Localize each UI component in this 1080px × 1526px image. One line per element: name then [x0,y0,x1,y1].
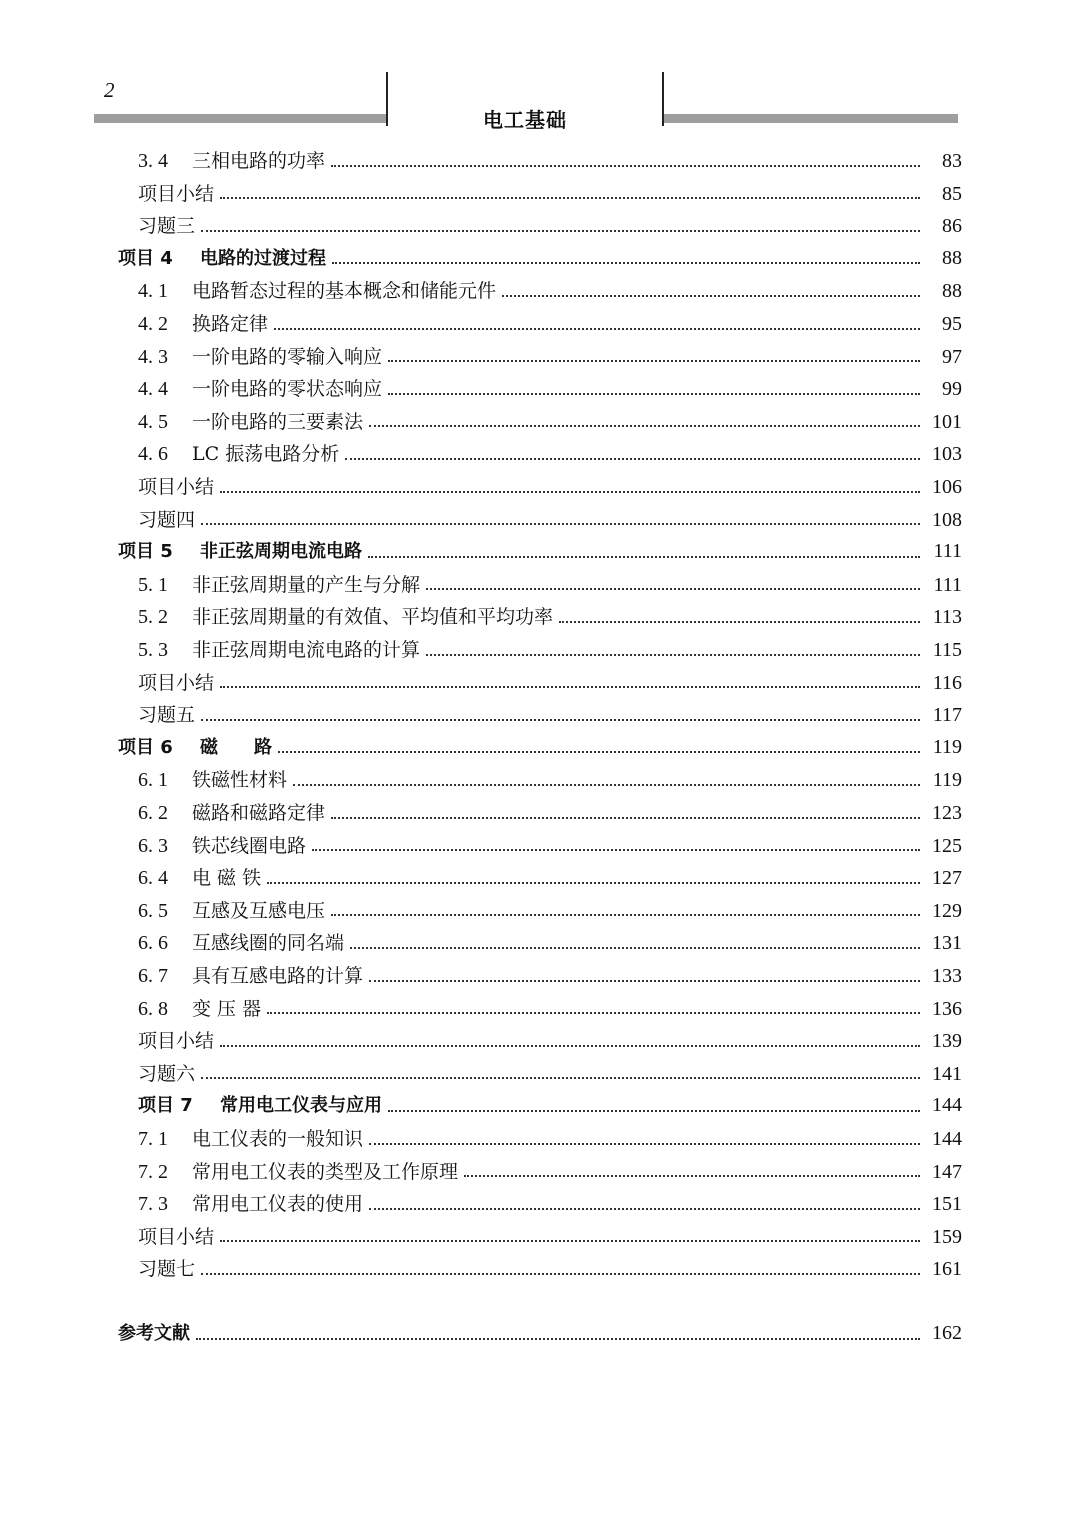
toc-entry-title: 常用电工仪表的类型及工作原理 [192,1160,459,1183]
toc-entry [138,1124,962,1154]
toc-entry-page: 106 [932,476,962,498]
toc-entry [118,1319,962,1349]
toc-entry-title: 习题六 [138,1062,196,1085]
toc-entry-page: 116 [932,671,962,694]
toc-entry [138,1189,962,1219]
toc-entry [138,1222,962,1252]
dot-leader [274,327,920,330]
toc-entry-title: 常用电工仪表的使用 [192,1193,364,1216]
toc-entry-page: 97 [942,345,962,368]
toc-entry [118,733,962,763]
toc-entry-page: 151 [932,1193,962,1216]
toc-entry-number: 项目 6 [118,736,173,758]
toc-entry-page: 136 [932,997,962,1020]
toc-entry-number: 4. 1 [138,280,168,303]
dot-leader [220,685,920,688]
toc-entry-number: 5. 1 [138,573,168,596]
toc-entry-title: 互感线圈的同名端 [192,932,345,955]
toc-entry-title: 换路定律 [192,313,269,335]
dot-leader [201,522,920,525]
header-rule-left [94,114,386,123]
toc-entry-page: 131 [932,932,962,955]
dot-leader [426,587,920,590]
toc-entry-number: 4. 6 [138,443,168,466]
toc-entry-title: 非正弦周期电流电路 [200,541,362,563]
dot-leader [502,294,920,297]
dot-leader [369,979,920,982]
toc-entry-number: 项目 7 [138,1095,193,1117]
toc-entry-page: 161 [932,1258,962,1281]
toc-entry-number: 项目 4 [118,247,173,269]
toc-entry-title: 互感及互感电压 [192,899,326,922]
dot-leader [331,913,920,916]
toc-entry [138,700,962,730]
toc-entry [118,244,962,274]
toc-entry [138,570,962,600]
toc-entry-title: 习题七 [138,1258,196,1281]
dot-leader [332,261,920,264]
dot-leader [196,1337,920,1340]
toc-entry-title: 习题五 [138,704,196,727]
toc-entry-number: 4. 5 [138,410,168,433]
toc-entry-title: 习题四 [138,508,196,531]
dot-leader [201,1076,920,1079]
dot-leader [278,750,920,753]
toc-entry [138,896,962,926]
toc-entry [138,928,962,958]
dot-leader [293,783,920,786]
page-number: 2 [104,78,115,102]
dot-leader [388,359,920,362]
toc-entry-page: 159 [932,1225,962,1248]
toc-entry-page: 119 [932,769,962,792]
toc-entry [138,505,962,535]
dot-leader [220,196,920,199]
toc-entry-page: 117 [932,704,962,727]
toc-entry-page: 88 [942,280,962,303]
toc-entry-page: 83 [942,150,962,172]
toc-entry-number: 6. 5 [138,899,168,922]
toc-entry-title: 铁芯线圈电路 [192,834,307,857]
dot-leader [201,718,920,721]
toc-entry-number: 6. 2 [138,802,168,824]
dot-leader [426,653,920,656]
toc-entry [138,179,962,209]
toc-entry-number: 6. 6 [138,932,168,955]
toc-entry-title: 项目小结 [138,671,215,694]
toc-entry [138,1026,962,1056]
toc-entry-title: 电 磁 铁 [192,867,262,890]
toc-entry-title: 电路的过渡过程 [200,247,326,269]
dot-leader [464,1174,920,1177]
dot-leader [368,555,920,558]
dot-leader [201,229,920,232]
toc-entry-number: 4. 4 [138,378,168,401]
toc-entry-number: 4. 2 [138,313,168,335]
toc-entry [138,961,962,991]
toc-entry-page: 115 [932,639,962,661]
dot-leader [220,1044,920,1047]
toc-entry [138,1157,962,1187]
toc-entry-title: 一阶电路的三要素法 [192,410,364,433]
toc-entry [138,1059,962,1089]
toc-entry-title: 电工仪表的一般知识 [192,1128,364,1150]
dot-leader [267,881,920,884]
toc-entry-page: 133 [932,965,962,987]
dot-leader [267,1011,920,1014]
toc-entry [138,407,962,437]
toc-entry-title: 电路暂态过程的基本概念和储能元件 [192,280,497,303]
toc-entry-number: 6. 8 [138,997,168,1020]
book-title: 电工基础 [483,108,567,132]
toc-entry-page: 95 [942,313,962,335]
toc-entry-title: 一阶电路的零输入响应 [192,345,383,368]
toc-entry-page: 141 [932,1062,962,1085]
toc-entry [138,211,962,241]
toc-entry-title: 一阶电路的零状态响应 [192,378,383,401]
dot-leader [388,1109,920,1112]
toc-entry-number: 5. 3 [138,639,168,661]
toc-entry-number: 5. 2 [138,606,168,629]
toc-entry [138,472,962,502]
toc-entry [138,146,962,176]
dot-leader [201,1272,920,1275]
toc-entry-title: 非正弦周期电流电路的计算 [192,639,421,661]
dot-leader [369,1142,920,1145]
toc-entry-title: 磁路和磁路定律 [192,802,326,824]
toc-entry-page: 88 [942,246,962,269]
toc-entry-number: 7. 2 [138,1160,168,1183]
toc-entry-page: 99 [942,378,962,401]
toc-entry [138,602,962,632]
dot-leader [369,424,920,427]
toc-entry-page: 113 [932,606,962,629]
toc-entry-title: 项目小结 [138,182,215,205]
toc-entry [138,439,962,469]
toc-entry [138,1091,962,1121]
toc-entry-number: 6. 7 [138,965,168,987]
toc-entry-title: 项目小结 [138,1030,215,1053]
dot-leader [220,1239,920,1242]
dot-leader [559,620,920,623]
toc-entry-page: 103 [932,443,962,466]
toc-entry-page: 111 [933,573,962,596]
toc-entry-page: 108 [932,508,962,531]
dot-leader [312,848,920,851]
toc-entry [118,537,962,567]
toc-entry-number: 6. 1 [138,769,168,792]
toc-entry [138,765,962,795]
toc-entry-title: 习题三 [138,215,196,238]
toc-entry-title: 具有互感电路的计算 [192,965,364,987]
toc-entry-page: 144 [932,1128,962,1150]
toc-entry [138,668,962,698]
toc-entry [138,635,962,665]
toc-entry-page: 125 [932,834,962,857]
toc-entry-title: 参考文献 [118,1323,190,1344]
toc-entry-page: 139 [932,1030,962,1053]
dot-leader [220,490,920,493]
dot-leader [345,457,920,460]
toc-entry-title: 非正弦周期量的有效值、平均值和平均功率 [192,606,554,629]
toc-entry-title: 非正弦周期量的产生与分解 [192,573,421,596]
toc-entry-number: 7. 3 [138,1193,168,1216]
toc-entry-page: 123 [932,802,962,824]
toc-entry [138,374,962,404]
toc-entry-page: 101 [932,410,962,433]
toc-entry [138,342,962,372]
toc-entry-page: 111 [933,540,962,563]
toc-entry-number: 6. 4 [138,867,168,890]
toc-entry-number: 项目 5 [118,541,173,563]
toc-entry-number: 3. 4 [138,150,168,172]
toc-entry-number: 4. 3 [138,345,168,368]
toc-entry [138,798,962,828]
toc-entry-page: 147 [932,1160,962,1183]
toc-entry [138,994,962,1024]
toc-entry-title: 项目小结 [138,1225,215,1248]
toc-entry-title: 常用电工仪表与应用 [220,1095,382,1117]
toc-entry-number: 6. 3 [138,834,168,857]
toc-entry-title: 铁磁性材料 [192,769,288,792]
toc-entry [138,831,962,861]
dot-leader [388,392,920,395]
toc-entry [138,276,962,306]
toc-entry-page: 85 [942,182,962,205]
toc-entry-page: 129 [932,899,962,922]
toc-entry-title: 磁 路 [200,736,272,758]
toc-entry-page: 162 [932,1322,962,1344]
toc-entry-page: 119 [932,735,962,758]
toc-entry-title: 变 压 器 [192,997,262,1020]
toc-entry-title: LC 振荡电路分析 [192,443,340,466]
dot-leader [369,1207,920,1210]
toc-entry-title: 三相电路的功率 [192,150,326,172]
toc-entry [138,863,962,893]
toc-entry-page: 127 [932,867,962,890]
header-rule-right [664,114,958,123]
toc-entry-page: 144 [932,1094,962,1117]
dot-leader [331,816,920,819]
toc-entry-number: 7. 1 [138,1128,168,1150]
dot-leader [350,946,920,949]
toc-entry-title: 项目小结 [138,476,215,498]
toc-entry [138,309,962,339]
dot-leader [331,164,920,167]
toc-entry [138,1254,962,1284]
toc-entry-page: 86 [942,215,962,238]
